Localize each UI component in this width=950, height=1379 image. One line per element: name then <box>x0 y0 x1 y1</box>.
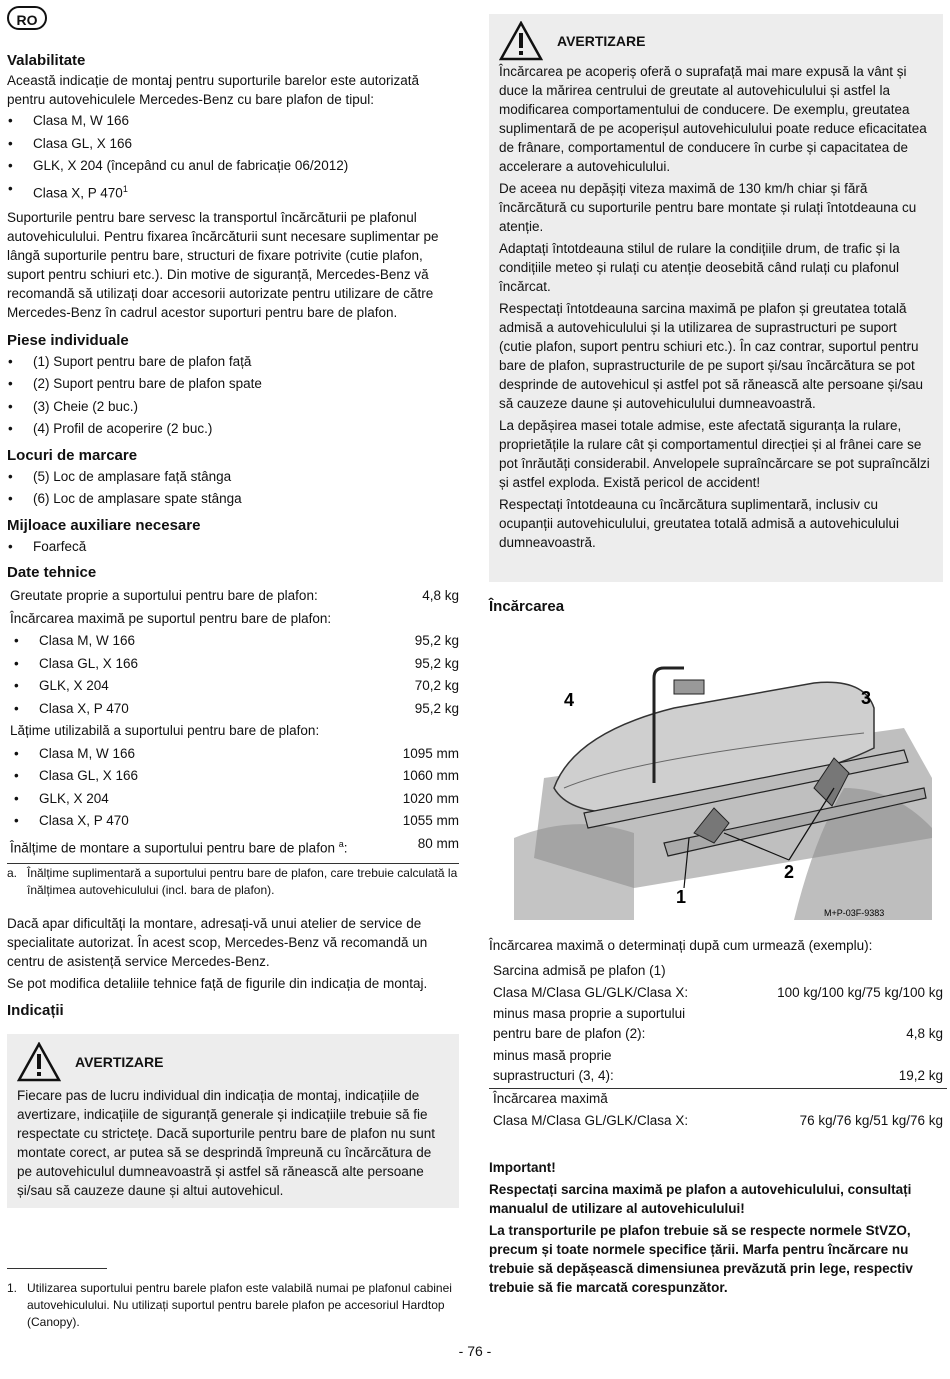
table-row <box>10 788 459 811</box>
validity-intro: Această indicație de montaj pentru suporturile barelor este autorizată pentru autovehiculele Mercedes-Benz cu bare plafon de tipul: <box>7 73 419 107</box>
table-row <box>10 585 459 608</box>
footnote-divider <box>7 1268 107 1269</box>
tech-model: • Clasa GL, X 166 <box>10 765 138 788</box>
warning-box <box>7 1034 459 1208</box>
aux-heading: Mijloace auxiliare necesare <box>7 516 201 534</box>
table-row <box>493 1109 943 1133</box>
table-row <box>10 653 459 676</box>
warning-paragraph: Adaptați întotdeauna stilul de rulare la condițiile drum, de trafic și la condițiile meteo și rulați cu atenție deosebită când rulați cu plafonul încărcat. <box>499 241 900 294</box>
tech-value: 80 mm <box>417 835 459 851</box>
page-number: - 76 - <box>458 1343 492 1359</box>
marking-heading: Locuri de marcare <box>7 446 138 464</box>
table-row <box>493 960 943 982</box>
validity-section <box>7 51 459 899</box>
tech-value: 1095 mm <box>402 745 459 761</box>
load-calc-table <box>493 960 943 1133</box>
important-section <box>489 1158 943 1297</box>
table-row <box>10 765 459 788</box>
warning-header <box>17 1042 449 1082</box>
tech-value: 1060 mm <box>402 768 459 783</box>
calc-label <box>493 1046 614 1086</box>
tech-model: • GLK, X 204 <box>10 788 109 811</box>
table-row <box>10 810 459 833</box>
footnote-marker: 1. <box>7 1281 18 1295</box>
footnote-ref: 1 <box>122 183 128 194</box>
marking-list <box>7 466 459 511</box>
tech-label: Greutate proprie a suportului pentru bare de plafon: <box>10 588 318 603</box>
important-title: Important! <box>489 1160 556 1175</box>
list-item: • (3) Cheie (2 buc.) <box>7 396 459 419</box>
list-item: • (6) Loc de amplasare spate stânga <box>7 488 459 511</box>
warning-text: Fiecare pas de lucru individual din indicația de montaj, indicațiile de avertizare, indicațiile de siguranță generale și indicațiile trebuie să fie respectate cu strictețe. Dacă suporturile pentru bare de plafon nu sunt montate corect, ar putea să se desprindă împreună cu încărcătura de pe autovehiculul dumneavoastră și astfel să rănească alte persoane și/sau să cauzeze daune și altui autovehicul. <box>17 1088 435 1198</box>
indicatii-heading: Indicații <box>7 1002 64 1019</box>
service-text: Dacă apar dificultăți la montare, adresați-vă unui atelier de service de specialitate autorizat. În acest scop, Mercedes-Benz vă recomandă un centru de asistență service Mercedes-Benz. <box>7 916 428 969</box>
parts-list <box>7 351 459 441</box>
list-item: • (1) Suport pentru bare de plafon față <box>7 351 459 374</box>
table-row <box>10 698 459 721</box>
list-item: • (4) Profil de acoperire (2 buc.) <box>7 418 459 441</box>
roof-warning-box <box>489 14 943 582</box>
tech-footnote <box>7 865 459 899</box>
model-list <box>7 110 459 205</box>
list-item: • Clasa M, W 166 <box>7 110 459 133</box>
warning-paragraph: De aceea nu depășiți viteza maximă de 130 km/h chiar și fără încărcătură cu suporturile pentru bare montate și rulați întotdeauna cu atenție. <box>499 181 917 234</box>
calc-value: 100 kg/100 kg/75 kg/100 kg <box>777 985 943 1000</box>
table-row <box>493 982 943 1004</box>
aux-list <box>7 536 459 559</box>
warning-paragraph: Respectați întotdeauna sarcina maximă pe plafon și greutatea totală admisă a autovehiculului și la utilizarea de suprastructuri pe suport (cutie plafon, suport pentru schiuri etc.). În caz contrar, suportul pentru bare de plafon, suprastructurile de pe suport și/sau încărcătura se pot desprinde de autovehicul și astfel pot să rănească alte persoane și/sau să cauzeze daune și autovehiculului dumneavoastră. <box>499 301 924 411</box>
calc-value: 76 kg/76 kg/51 kg/76 kg <box>799 1113 943 1128</box>
tech-value: 95,2 kg <box>414 655 459 671</box>
footnote-ref: a <box>338 838 344 849</box>
table-row <box>10 630 459 653</box>
warning-header <box>499 20 933 62</box>
calc-value: 4,8 kg <box>906 1026 943 1041</box>
warning-paragraph: La depășirea masei totale admise, este afectată siguranța la rulare, proprietățile la rulare cât și comportamentul direcției și al frânei care se pot înrăutăți considerabil. Anvelopele supraîncărcare se pot supraîncălzi și astfel exploda. Există pericol de accident! <box>499 418 930 490</box>
tech-label: Lățime utilizabilă a suportului pentru bare de plafon: <box>10 723 320 738</box>
footnote-text: Utilizarea suportului pentru barele plafon este valabilă numai pe plafonul cabinei autovehiculului. Nu utilizați suportul pentru barele plafon pe accesoriul Hardtop (Canopy). <box>27 1281 452 1329</box>
calc-label: Încărcarea maximă <box>493 1091 608 1106</box>
roof-box-figure <box>514 638 932 920</box>
tech-model: • Clasa M, W 166 <box>10 630 135 653</box>
warning-paragraph: Încărcarea pe acoperiș oferă o suprafață mai mare expusă la vânt și duce la mărirea centrului de greutate al autovehiculului și astfel la modificarea comportamentului de conducere. De exemplu, greutatea suplimentară de pe acoperișul autovehiculului poate reduce eficacitatea de frânare, comportamentul de conducere în curbe și capacitatea de accelerare a autovehiculului. <box>499 64 927 174</box>
tech-label <box>10 833 348 860</box>
colon: : <box>343 840 348 855</box>
table-row <box>10 833 459 860</box>
tech-value: 1055 mm <box>402 813 459 828</box>
table-row <box>10 743 459 766</box>
tech-label: Încărcarea maximă pe suportul pentru bare de plafon: <box>10 610 332 626</box>
loading-intro: Încărcarea maximă o determinați după cum urmează (exemplu): <box>489 938 873 953</box>
tech-value: 95,2 kg <box>414 633 459 648</box>
warning-paragraph: Respectați întotdeauna cu încărcătura suplimentară, inclusiv cu ocupanții autovehiculului, greutatea totală admisă a autovehiculului dumneavoastră. <box>499 497 900 550</box>
table-row <box>10 720 459 743</box>
tech-heading: Date tehnice <box>7 564 97 581</box>
tech-value: 70,2 kg <box>414 678 459 693</box>
tech-value: 1020 mm <box>402 790 459 806</box>
table-divider <box>7 863 459 864</box>
calc-label <box>493 1004 685 1044</box>
footnote-text: Înălțime suplimentară a suportului pentru bare de plafon, care trebuie calculată la înălțimea autovehiculului (incl. bara de plafon). <box>27 865 458 897</box>
calc-label: Sarcina admisă pe plafon (1) <box>493 963 666 978</box>
calc-label-line: suprastructuri (3, 4): <box>493 1068 614 1083</box>
language-badge: RO <box>7 6 47 30</box>
loading-heading: Încărcarea <box>489 598 565 615</box>
tech-model: • GLK, X 204 <box>10 675 109 698</box>
table-row <box>10 675 459 698</box>
table-row <box>10 608 459 631</box>
figure-code: M+P-03F-9383 <box>824 908 885 918</box>
figure-label-4: 4 <box>564 690 575 710</box>
calc-label: Clasa M/Clasa GL/GLK/Clasa X: <box>493 1113 689 1128</box>
footnote-marker: a. <box>7 865 18 880</box>
warning-title: AVERTIZARE <box>557 32 646 49</box>
tech-model: • Clasa GL, X 166 <box>10 653 138 676</box>
list-item: • (2) Suport pentru bare de plafon spate <box>7 373 459 396</box>
calc-label: Clasa M/Clasa GL/GLK/Clasa X: <box>493 985 689 1000</box>
list-item: • (5) Loc de amplasare față stânga <box>7 466 459 489</box>
service-section <box>7 914 459 1021</box>
warning-title: AVERTIZARE <box>75 1053 164 1070</box>
validity-heading: Valabilitate <box>7 52 86 69</box>
tech-model: • Clasa X, P 470 <box>10 810 129 833</box>
figure-label-3: 3 <box>861 688 872 708</box>
important-text: Respectați sarcina maximă pe plafon a autovehiculului, consultați manualul de utilizare al autovehiculului! <box>489 1182 912 1216</box>
table-row <box>493 1046 943 1086</box>
validity-body: Suporturile pentru bare servesc la transportul încărcăturii pe plafonul autovehiculului. Pentru fixarea încărcăturii sunt necesare suplimentar pe lângă suporturile pentru bare, structuri de fixare potrivite (cutie plafon, suport pentru schiuri etc.). Din motive de siguranță, Mercedes-Benz vă recomandă să utilizați doar accesorii autorizate pentru utilizare de către Mercedes-Benz în cadrul acestor suporturi pentru bare de plafon. <box>7 209 439 320</box>
list-item <box>7 178 459 205</box>
warning-triangle-icon <box>499 21 543 61</box>
tech-table <box>7 585 459 860</box>
tech-value: 95,2 kg <box>414 700 459 716</box>
calc-value: 19,2 kg <box>898 1068 943 1083</box>
calc-label-line: minus masă proprie <box>493 1048 612 1063</box>
figure-holder-clamp <box>674 680 704 694</box>
model-name: Clasa X, P 470 <box>33 185 123 200</box>
list-item: • Clasa GL, X 166 <box>7 133 459 156</box>
list-item: • Foarfecă <box>7 536 459 559</box>
tech-model: • Clasa M, W 166 <box>10 743 135 766</box>
figure-label-1: 1 <box>676 887 687 907</box>
table-row <box>493 1089 943 1109</box>
calc-label-line: minus masa proprie a suportului <box>493 1006 686 1021</box>
list-item: • GLK, X 204 (începând cu anul de fabricație 06/2012) <box>7 155 459 178</box>
height-label: Înălțime de montare a suportului pentru bare de plafon <box>10 840 335 855</box>
footnote-1 <box>7 1280 459 1331</box>
tech-model: • Clasa X, P 470 <box>10 698 129 721</box>
figure-label-2: 2 <box>784 862 795 882</box>
tech-value: 4,8 kg <box>422 588 459 603</box>
calc-label-line: pentru bare de plafon (2): <box>493 1026 646 1041</box>
parts-heading: Piese individuale <box>7 331 129 349</box>
table-row <box>493 1004 943 1044</box>
warning-triangle-icon <box>17 1042 61 1082</box>
important-text: La transporturile pe plafon trebuie să se respecte normele StVZO, precum și toate normele specifice țării. Marfa pentru încărcare nu trebuie să depășească dimensiunea prevăzută prin lege, respectiv trebuie să fie marcată corespunzător. <box>489 1223 913 1295</box>
disclaimer-text: Se pot modifica detaliile tehnice față de figurile din indicația de montaj. <box>7 976 428 991</box>
